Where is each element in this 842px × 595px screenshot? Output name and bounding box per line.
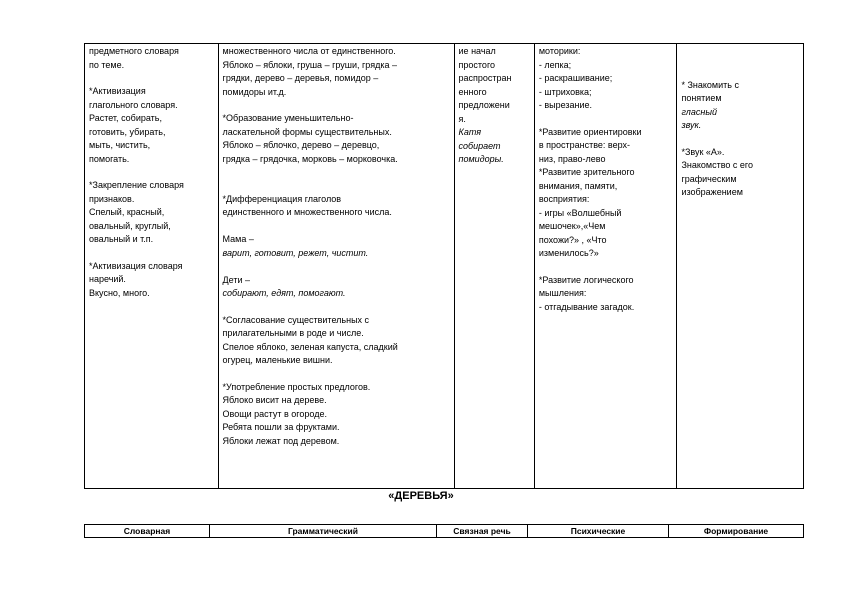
vocabulary-cell xyxy=(85,44,219,489)
cell-paragraph: моторики: - лепка; - раскрашивание; - штриховка; - вырезание. xyxy=(538,46,613,110)
lesson-plan-table xyxy=(84,43,804,489)
mama-verbs: варит, готовит, режет, чистит. xyxy=(222,247,369,258)
cell-paragraph: *Образование уменьшительно- ласкательной формы существительных. Яблоко – яблочко, дерево – деревцо, грядка – грядочка, морковь – морковочка. xyxy=(222,113,398,164)
deti-label: Дети – xyxy=(222,274,251,285)
example-sentence xyxy=(459,126,530,167)
next-table-header xyxy=(84,524,804,538)
cell-paragraph: *Активизация словаря наречий. Вкусно, много. xyxy=(89,260,183,298)
header-cell: Психические xyxy=(528,525,669,538)
mama-label: Мама – xyxy=(222,234,254,244)
cell-paragraph: множественного числа от единственного. Яблоко – яблоки, груша – груши, грядка – грядки, дерево – деревья, помидор – помидоры ит.д. xyxy=(222,46,397,97)
cell-paragraph: *Развитие ориентировки в пространстве: верх- низ, право-лево *Развитие зрительного внимания, памяти, восприятия: - игры «Волшебный мешочек»,«Чем похожи?» , «Что изменилось?» xyxy=(538,126,642,258)
cell-paragraph: *Закрепление словаря признаков. Спелый, красный, овальный, круглый, овальный и т.п. xyxy=(89,180,184,244)
formation-cell xyxy=(677,44,804,489)
header-cell: Словарная xyxy=(85,525,210,538)
vowel-intro: * Знакомить с понятием xyxy=(681,79,739,103)
cell-paragraph: предметного словаря по теме. xyxy=(89,46,179,70)
cell-paragraph: *Согласование существительных с прилагательными в роде и числе. Спелое яблоко, зеленая капуста, сладкий огурец, маленькие вишни. xyxy=(222,314,398,365)
cell-paragraph: ие начал простого распростран енного предложени я. xyxy=(458,46,512,124)
example-sentence-text: Катя собирает помидоры. xyxy=(458,127,504,164)
vowel-term: гласный звук. xyxy=(681,106,717,130)
connected-speech-cell xyxy=(454,44,534,489)
grammar-cell xyxy=(218,44,454,489)
header-cell: Грамматический xyxy=(210,525,437,538)
header-cell: Формирование xyxy=(669,525,804,538)
cell-paragraph: *Звук «А». Знакомство с его графическим изображением xyxy=(681,146,754,197)
psychological-cell xyxy=(534,44,677,489)
table-row xyxy=(85,44,804,489)
section-title: «ДЕРЕВЬЯ» xyxy=(388,490,454,502)
verb-intro: *Дифференциация глаголов единственного и множественного числа. xyxy=(222,193,392,217)
cell-paragraph: *Развитие логического мышления: - отгадывание загадок. xyxy=(538,274,635,312)
header-row xyxy=(85,525,804,538)
deti-verbs: собирают, едят, помогают. xyxy=(222,288,346,298)
cell-paragraph xyxy=(223,179,450,301)
header-cell: Связная речь xyxy=(437,525,528,538)
cell-paragraph xyxy=(681,65,799,133)
cell-paragraph: *Активизация глагольного словаря. Растет, собирать, готовить, убирать, мыть, чистить, помогать. xyxy=(89,86,178,164)
cell-paragraph: *Употребление простых предлогов. Яблоко висит на дереве. Овощи растут в огороде. Ребята пошли за фруктами. Яблоки лежат под деревом. xyxy=(222,381,371,446)
